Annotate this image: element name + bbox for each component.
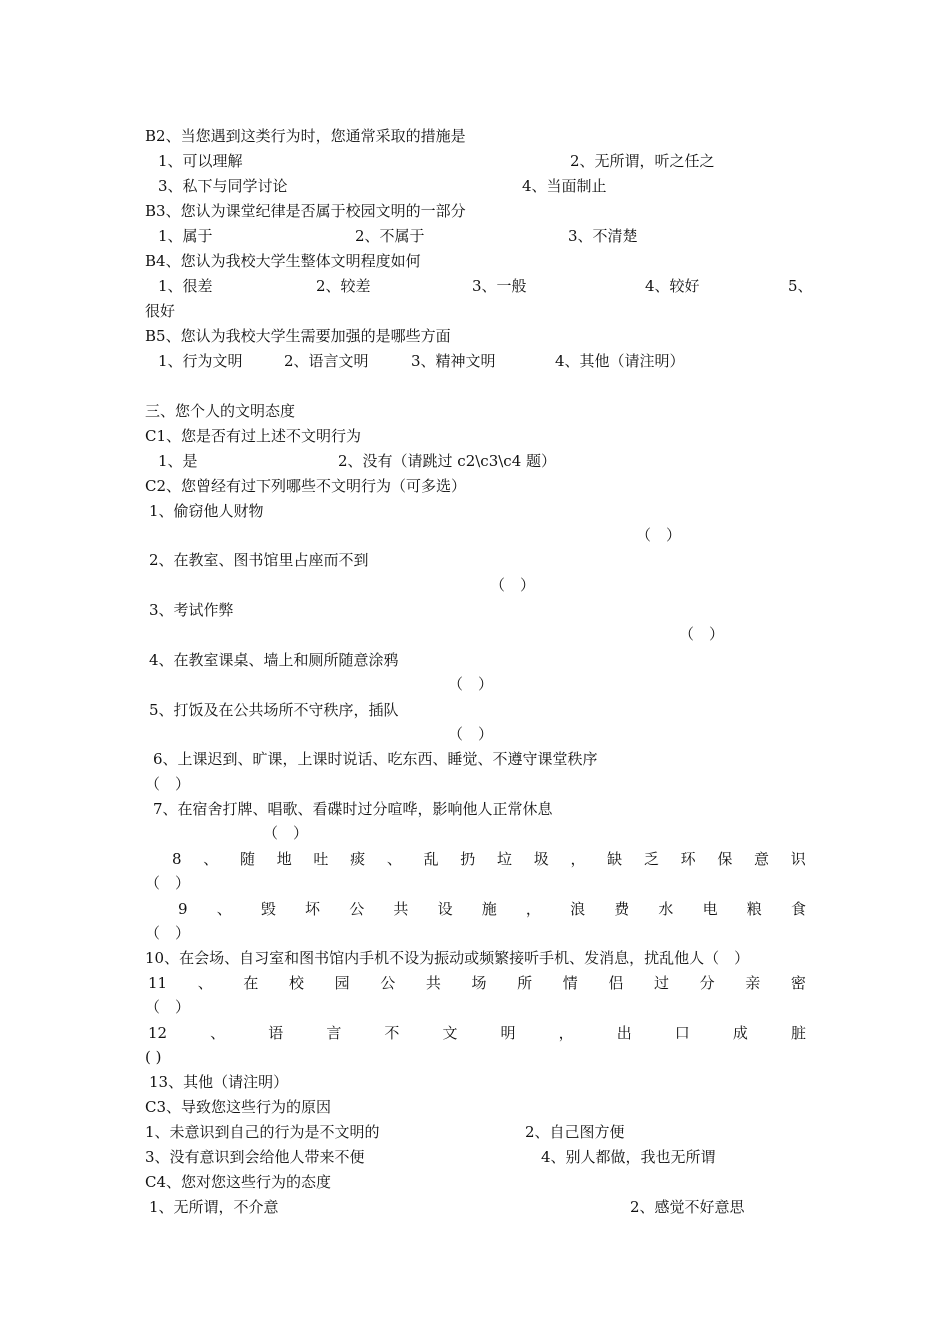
c3-option-2: 2、自己图方便 — [525, 1123, 625, 1141]
question-b5: B5、您认为我校大学生需要加强的是哪些方面 — [145, 327, 451, 345]
b5-option-1: 1、行为文明 — [158, 352, 243, 370]
c2-item-4: 4、在教室课桌、墙上和厕所随意涂鸦 — [149, 651, 399, 669]
c2-item-7: 7、在宿舍打牌、唱歌、看碟时过分喧哗，影响他人正常休息 — [153, 800, 553, 818]
c2-item-5-blank: （ ） — [448, 725, 494, 743]
c3-option-1: 1、未意识到自己的行为是不文明的 — [145, 1123, 380, 1141]
c3-option-3: 3、没有意识到会给他人带来不便 — [145, 1148, 365, 1166]
c2-item-8-blank: （ ） — [145, 874, 191, 892]
c2-item-2-blank: （ ） — [490, 576, 536, 594]
b5-option-2: 2、语言文明 — [284, 352, 369, 370]
c2-item-8: 8 、 随 地 吐 痰 、 乱 扔 垃 圾 ， 缺 乏 环 保 意 识 — [172, 850, 806, 868]
b3-option-2: 2、不属于 — [355, 227, 425, 245]
c2-item-4-blank: （ ） — [448, 675, 494, 693]
question-c4: C4、您对您这些行为的态度 — [145, 1173, 332, 1191]
c2-item-3-blank: （ ） — [679, 625, 725, 643]
c2-item-9-blank: （ ） — [145, 924, 191, 942]
c2-item-6: 6、上课迟到、旷课，上课时说话、吃东西、睡觉、不遵守课堂秩序 — [153, 750, 598, 768]
b4-option-5-number: 5、 — [788, 277, 813, 295]
c4-option-1: 1、无所谓，不介意 — [149, 1198, 279, 1216]
c2-item-5: 5、打饭及在公共场所不守秩序，插队 — [149, 701, 399, 719]
question-b2: B2、当您遇到这类行为时，您通常采取的措施是 — [145, 127, 466, 145]
c2-item-1-blank: （ ） — [636, 526, 682, 544]
b4-option-5-label: 很好 — [145, 302, 176, 320]
c2-item-7-blank: （ ） — [263, 824, 309, 842]
b4-option-4: 4、较好 — [645, 277, 700, 295]
section-title-3: 三、您个人的文明态度 — [145, 402, 296, 420]
c4-option-2: 2、感觉不好意思 — [630, 1198, 745, 1216]
c1-option-2: 2、没有（请跳过 c2\c3\c4 题） — [338, 452, 557, 470]
b4-option-1: 1、很差 — [158, 277, 213, 295]
question-c2: C2、您曾经有过下列哪些不文明行为（可多选） — [145, 477, 467, 495]
b3-option-1: 1、属于 — [158, 227, 213, 245]
b2-option-3: 3、私下与同学讨论 — [158, 177, 288, 195]
c2-item-6-blank: （ ） — [145, 775, 191, 793]
c2-item-13: 13、其他（请注明） — [149, 1073, 289, 1091]
c2-item-10: 10、在会场、自习室和图书馆内手机不设为振动或频繁接听手机、发消息，扰乱他人（ ） — [145, 949, 750, 967]
b4-option-3: 3、一般 — [472, 277, 527, 295]
question-c1: C1、您是否有过上述不文明行为 — [145, 427, 362, 445]
c2-item-12-blank: ( ) — [145, 1048, 162, 1066]
c2-item-9: 9 、 毁 坏 公 共 设 施 ， 浪 费 水 电 粮 食 — [178, 900, 806, 918]
b4-option-2: 2、较差 — [316, 277, 371, 295]
b5-option-4: 4、其他（请注明） — [555, 352, 685, 370]
b5-option-3: 3、精神文明 — [411, 352, 496, 370]
c3-option-4: 4、别人都做，我也无所谓 — [541, 1148, 716, 1166]
question-b4: B4、您认为我校大学生整体文明程度如何 — [145, 252, 421, 270]
b3-option-3: 3、不清楚 — [568, 227, 638, 245]
c2-item-1: 1、偷窃他人财物 — [149, 502, 264, 520]
question-c3: C3、导致您这些行为的原因 — [145, 1098, 332, 1116]
b2-option-1: 1、可以理解 — [158, 152, 243, 170]
c2-item-11: 11 、 在 校 园 公 共 场 所 情 侣 过 分 亲 密 — [148, 974, 806, 992]
c2-item-12: 12 、 语 言 不 文 明 ， 出 口 成 脏 — [148, 1024, 806, 1042]
question-b3: B3、您认为课堂纪律是否属于校园文明的一部分 — [145, 202, 466, 220]
c2-item-2: 2、在教室、图书馆里占座而不到 — [149, 551, 369, 569]
c2-item-3: 3、考试作弊 — [149, 601, 234, 619]
c1-option-1: 1、是 — [158, 452, 198, 470]
b2-option-2: 2、无所谓，听之任之 — [570, 152, 715, 170]
c2-item-11-blank: （ ） — [145, 998, 191, 1016]
b2-option-4: 4、当面制止 — [522, 177, 607, 195]
